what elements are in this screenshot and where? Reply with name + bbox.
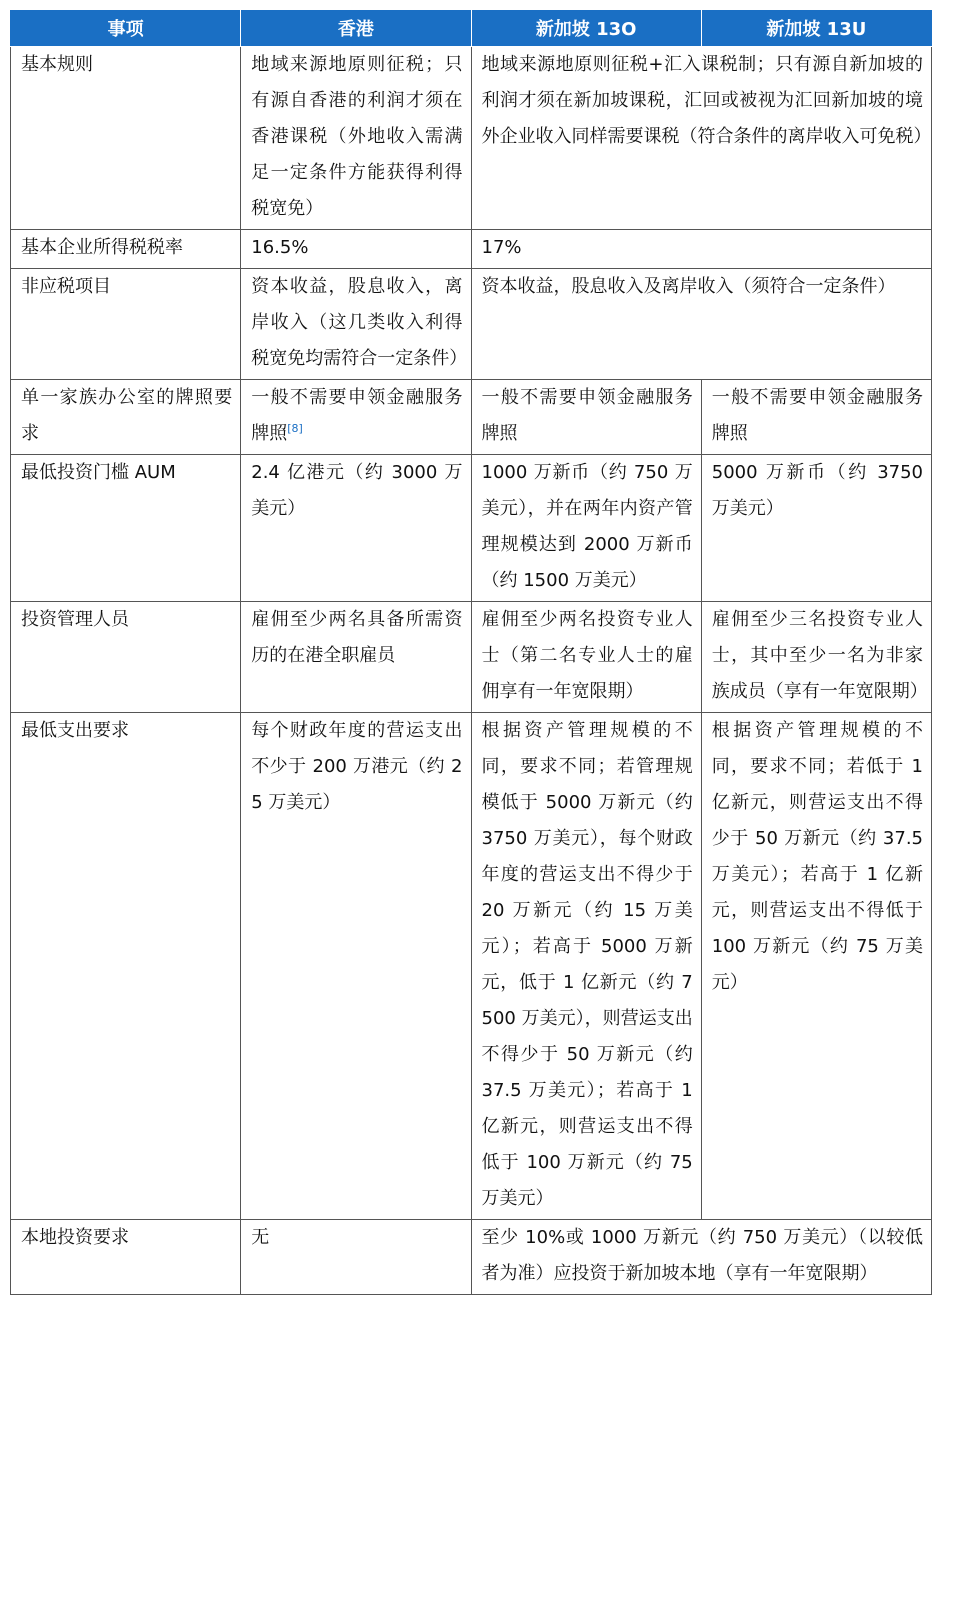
row-label: 单一家族办公室的牌照要求	[11, 380, 241, 455]
header-row	[11, 10, 932, 47]
header-item: 事项	[11, 10, 241, 47]
row-label: 基本企业所得税税率	[11, 230, 241, 269]
row-label: 投资管理人员	[11, 602, 241, 713]
cell-hk: 16.5%	[241, 230, 471, 269]
header-sg13o: 新加坡 13O	[471, 10, 701, 47]
header-sg13u: 新加坡 13U	[701, 10, 931, 47]
cell-sg: 地域来源地原则征税+汇入课税制；只有源自新加坡的利润才须在新加坡课税，汇回或被视为汇回新加坡的境外企业收入同样需要课税（符合条件的离岸收入可免税）	[471, 47, 932, 230]
cell-sg13u: 根据资产管理规模的不同，要求不同；若低于 1 亿新元，则营运支出不得少于 50 万新元（约 37.5 万美元）；若高于 1 亿新元，则营运支出不得低于 100 万新元（约 75 万美元）	[701, 713, 931, 1220]
header-hk: 香港	[241, 10, 471, 47]
cell-sg: 17%	[471, 230, 932, 269]
table-row	[11, 602, 932, 713]
cell-sg13o: 1000 万新币（约 750 万美元），并在两年内资产管理规模达到 2000 万新币（约 1500 万美元）	[471, 455, 701, 602]
row-label: 非应税项目	[11, 269, 241, 380]
cell-hk: 雇佣至少两名具备所需资历的在港全职雇员	[241, 602, 471, 713]
cell-sg13u: 一般不需要申领金融服务牌照	[701, 380, 931, 455]
cell-hk	[241, 380, 471, 455]
table-row	[11, 47, 932, 230]
cell-sg13u: 雇佣至少三名投资专业人士，其中至少一名为非家族成员（享有一年宽限期）	[701, 602, 931, 713]
cell-sg: 至少 10%或 1000 万新元（约 750 万美元）（以较低者为准）应投资于新加坡本地（享有一年宽限期）	[471, 1220, 932, 1295]
footnote-ref[interactable]: [8]	[287, 422, 303, 435]
table-row	[11, 1220, 932, 1295]
row-label: 本地投资要求	[11, 1220, 241, 1295]
table-row	[11, 269, 932, 380]
cell-sg13o: 根据资产管理规模的不同，要求不同；若管理规模低于 5000 万新元（约 3750 万美元），每个财政年度的营运支出不得少于 20 万新元（约 15 万美元）；若高于 5000 万新元，低于 1 亿新元（约 7500 万美元），则营运支出不得少于 50 万新元（约 37.5 万美元）；若高于 1 亿新元，则营运支出不得低于 100 万新元（约 75 万美元）	[471, 713, 701, 1220]
cell-sg13o: 雇佣至少两名投资专业人士（第二名专业人士的雇佣享有一年宽限期）	[471, 602, 701, 713]
table-row	[11, 380, 932, 455]
cell-hk: 资本收益，股息收入，离岸收入（这几类收入利得税宽免均需符合一定条件）	[241, 269, 471, 380]
cell-hk-text: 一般不需要申领金融服务牌照	[251, 387, 463, 444]
cell-hk: 无	[241, 1220, 471, 1295]
row-label: 最低支出要求	[11, 713, 241, 1220]
cell-sg13u: 5000 万新币（约 3750 万美元）	[701, 455, 931, 602]
row-label: 基本规则	[11, 47, 241, 230]
cell-hk: 每个财政年度的营运支出不少于 200 万港元（约 25 万美元）	[241, 713, 471, 1220]
row-label: 最低投资门槛 AUM	[11, 455, 241, 602]
cell-sg: 资本收益，股息收入及离岸收入（须符合一定条件）	[471, 269, 932, 380]
cell-hk: 2.4 亿港元（约 3000 万美元）	[241, 455, 471, 602]
table-row	[11, 455, 932, 602]
table-row	[11, 713, 932, 1220]
cell-hk: 地域来源地原则征税；只有源自香港的利润才须在香港课税（外地收入需满足一定条件方能获得利得税宽免）	[241, 47, 471, 230]
cell-sg13o: 一般不需要申领金融服务牌照	[471, 380, 701, 455]
comparison-table	[10, 10, 932, 1295]
table-row	[11, 230, 932, 269]
